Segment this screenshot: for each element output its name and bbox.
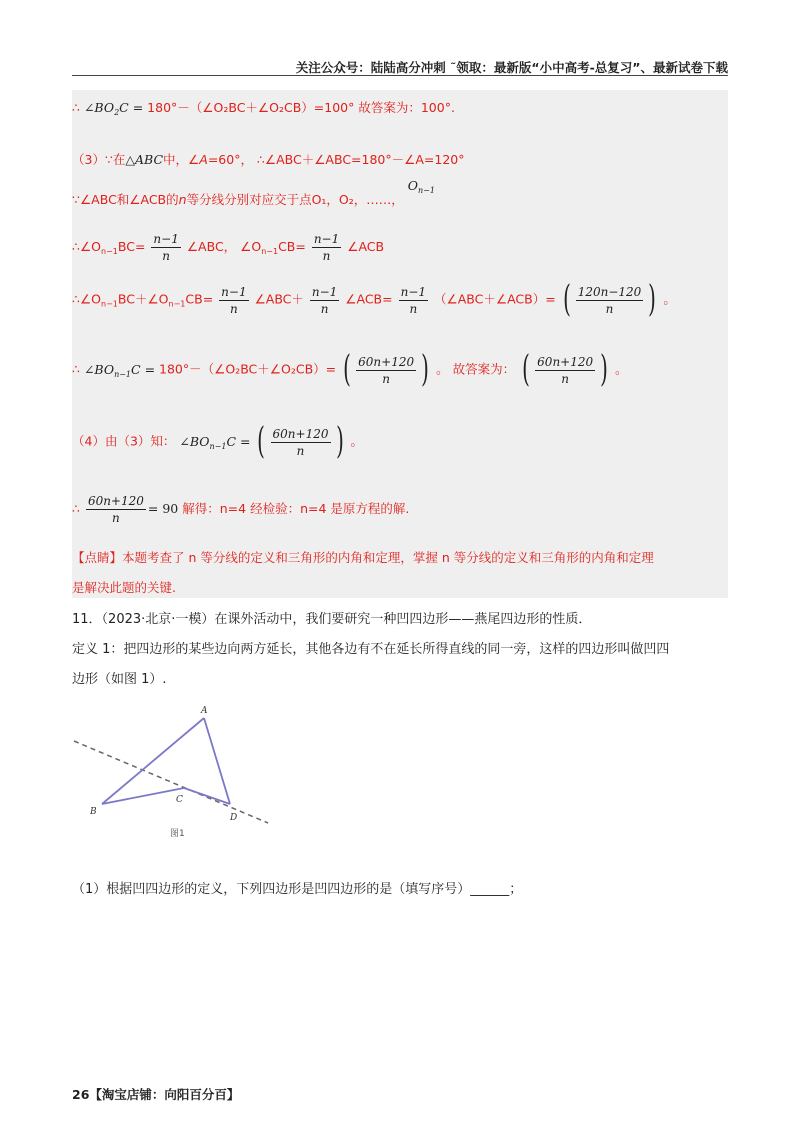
definition-1-line-2: 边形（如图 1）. — [72, 672, 167, 687]
fraction-60: $\frac{60n+120}{n}$ — [358, 354, 415, 386]
header-divider — [72, 75, 728, 76]
fraction-60: $\frac{60n+120}{n}$ — [87, 494, 144, 525]
solution-line-2: （3）∵在△ABC中，∠A=60°， ∴∠ABC＋∠ABC=180°－∠A=120° — [72, 152, 465, 167]
solution-line-1: ∴ $\angle BO_2C$ = 180°－（∠O₂BC＋∠O₂CB）=100° 故答案为：100°. — [72, 100, 455, 117]
page-header: 关注公众号：陆陆高分冲刺 ˜领取：最新版“小中高考-总复习”、最新试卷下载 — [295, 60, 728, 75]
fraction-60: $\frac{60n+120}{n}$ — [272, 426, 329, 458]
segment-AD — [204, 718, 230, 804]
label-A: A — [201, 706, 208, 716]
fraction-60: $\frac{60n+120}{n}$ — [537, 354, 594, 386]
key-point-line-2: 是解决此题的关键. — [72, 580, 176, 595]
math-angle: $\angle BO_{n-1}C$ = — [83, 361, 156, 379]
key-point-line-1: 【点睛】本题考查了 n 等分线的定义和三角形的内角和定理，掌握 n 等分线的定义和三角形的内角和定理 — [72, 550, 654, 565]
fraction: $\frac{n-1}{n}$ — [313, 232, 340, 263]
solution-line-6: ∴ $\angle BO_{n-1}C$ = 180°－（∠O₂BC＋∠O₂CB）= ( $\frac{60n+120}{n}$ ) 。 故答案为： ( $\frac{60n+120}{n}$ ) 。 — [72, 349, 628, 390]
math-angle: $\angle BO_2C$ = — [83, 100, 144, 117]
page-footer: 26【淘宝店铺：向阳百分百】 — [72, 1087, 240, 1102]
definition-1-line-1: 定义 1：把四边形的某些边向两方延长，其他各边有不在延长所得直线的同一旁，这样的四边形叫做凹四 — [72, 642, 670, 657]
extension-dashed-line — [74, 741, 268, 823]
solution-line-5: $\therefore\angle O_{n-1}BC+\angle O_{n-1}CB=$ $\frac{n-1}{n}$ ∠ABC＋ $\frac{n-1}{n}$ ∠ACB= $\frac{n-1}{n}$ （∠ABC＋∠ACB）= ( $\frac{120n-120}{n}$ ) 。 — [72, 279, 676, 320]
solution-line-3: ∵∠ABC和∠ACB的n等分线分别对应交于点O₁，O₂，……， $O_{n-1}$ — [72, 178, 435, 207]
sub-question-1: （1）根据凹四边形的定义，下列四边形是凹四边形的是（填写序号）______； — [72, 882, 523, 897]
segment-CD — [184, 788, 230, 804]
fraction: $\frac{n-1}{n}$ — [400, 284, 427, 316]
fraction-120: $\frac{120n-120}{n}$ — [577, 284, 642, 316]
label-C: C — [176, 795, 183, 805]
segment-BA — [102, 718, 204, 804]
math-angle: $\angle BO_{n-1}C$ = — [179, 433, 251, 451]
question-11: 11．（2023·北京·一模）在课外活动中，我们要研究一种凹四边形——燕尾四边形的性质． — [72, 612, 592, 627]
fraction: $\frac{n-1}{n}$ — [153, 232, 179, 263]
fraction: $\frac{n-1}{n}$ — [311, 284, 338, 316]
solution-line-7: （4）由（3）知： $\angle BO_{n-1}C$ = ( $\frac{60n+120}{n}$ ) 。 — [72, 421, 364, 462]
solution-line-8: ∴ $\frac{60n+120}{n}$ = 90 解得：n=4 经检验：n=4 是原方程的解. — [72, 494, 410, 525]
label-B: B — [90, 807, 97, 817]
label-D: D — [230, 813, 238, 823]
solution-line-4: $\therefore\angle O_{n-1}BC=$ $\frac{n-1}{n}$ ∠ABC， $\angle O_{n-1}CB=$ $\frac{n-1}{n}$ ∠ACB — [72, 232, 385, 263]
figure-1-concave-quadrilateral — [72, 700, 272, 840]
page-number: 26 — [72, 1087, 90, 1102]
math-point: $O_{n-1}$ — [407, 178, 435, 195]
fraction: $\frac{n-1}{n}$ — [221, 284, 247, 316]
figure-caption: 图1 — [170, 829, 185, 839]
segment-BC — [102, 788, 184, 804]
